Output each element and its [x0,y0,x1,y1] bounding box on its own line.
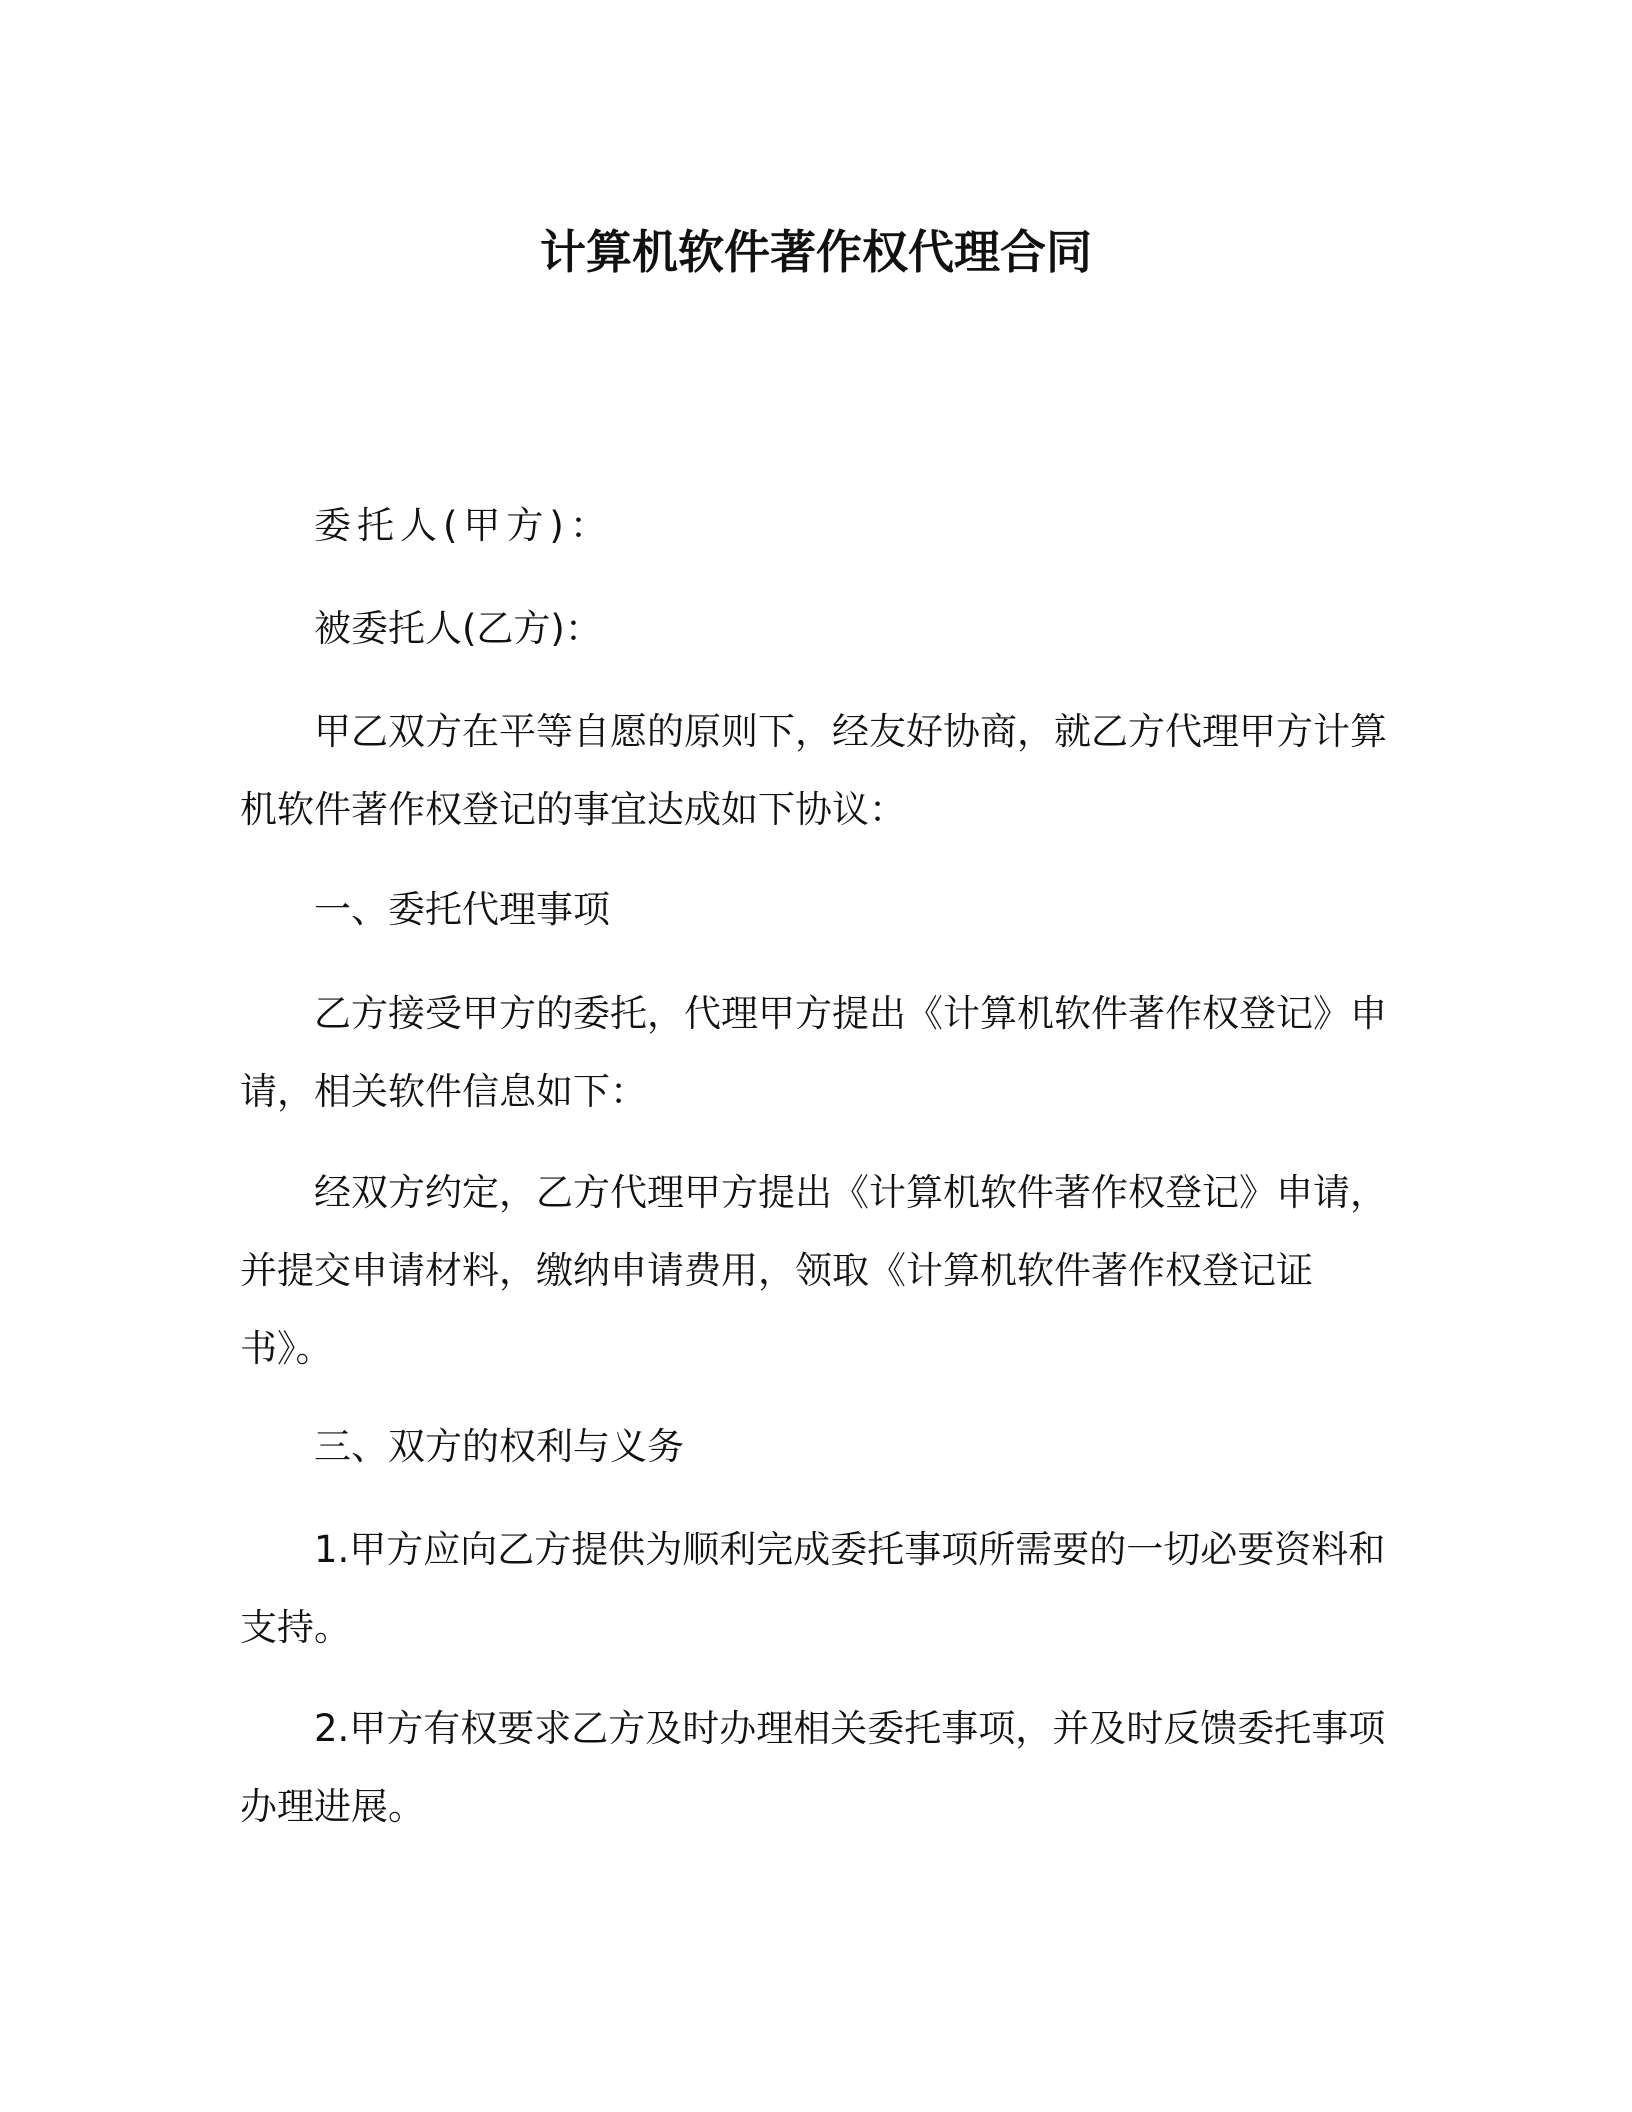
agreement-intro-paragraph: 甲乙双方在平等自愿的原则下，经友好协商，就乙方代理甲方计算机软件著作权登记的事宜达成如下协议： [240,710,1387,831]
party-b-line: 被委托人(乙方)： [314,607,602,650]
section-heading-3: 三、双方的权利与义务 [314,1425,684,1468]
delegation-paragraph: 乙方接受甲方的委托，代理甲方提出《计算机软件著作权登记》申请，相关软件信息如下： [240,992,1387,1113]
document-title: 计算机软件著作权代理合同 [540,225,1092,279]
agreement-detail-paragraph: 经双方约定，乙方代理甲方提出《计算机软件著作权登记》申请，并提交申请材料，缴纳申请费用，领取《计算机软件著作权登记证书》。 [240,1171,1387,1370]
section-heading-1: 一、委托代理事项 [314,888,610,931]
obligation-item-1: 1.甲方应向乙方提供为顺利完成委托事项所需要的一切必要资料和支持。 [240,1528,1386,1649]
party-a-line: 委托人(甲方)： [314,504,613,547]
obligation-item-2: 2.甲方有权要求乙方及时办理相关委托事项，并及时反馈委托事项办理进展。 [240,1707,1386,1828]
